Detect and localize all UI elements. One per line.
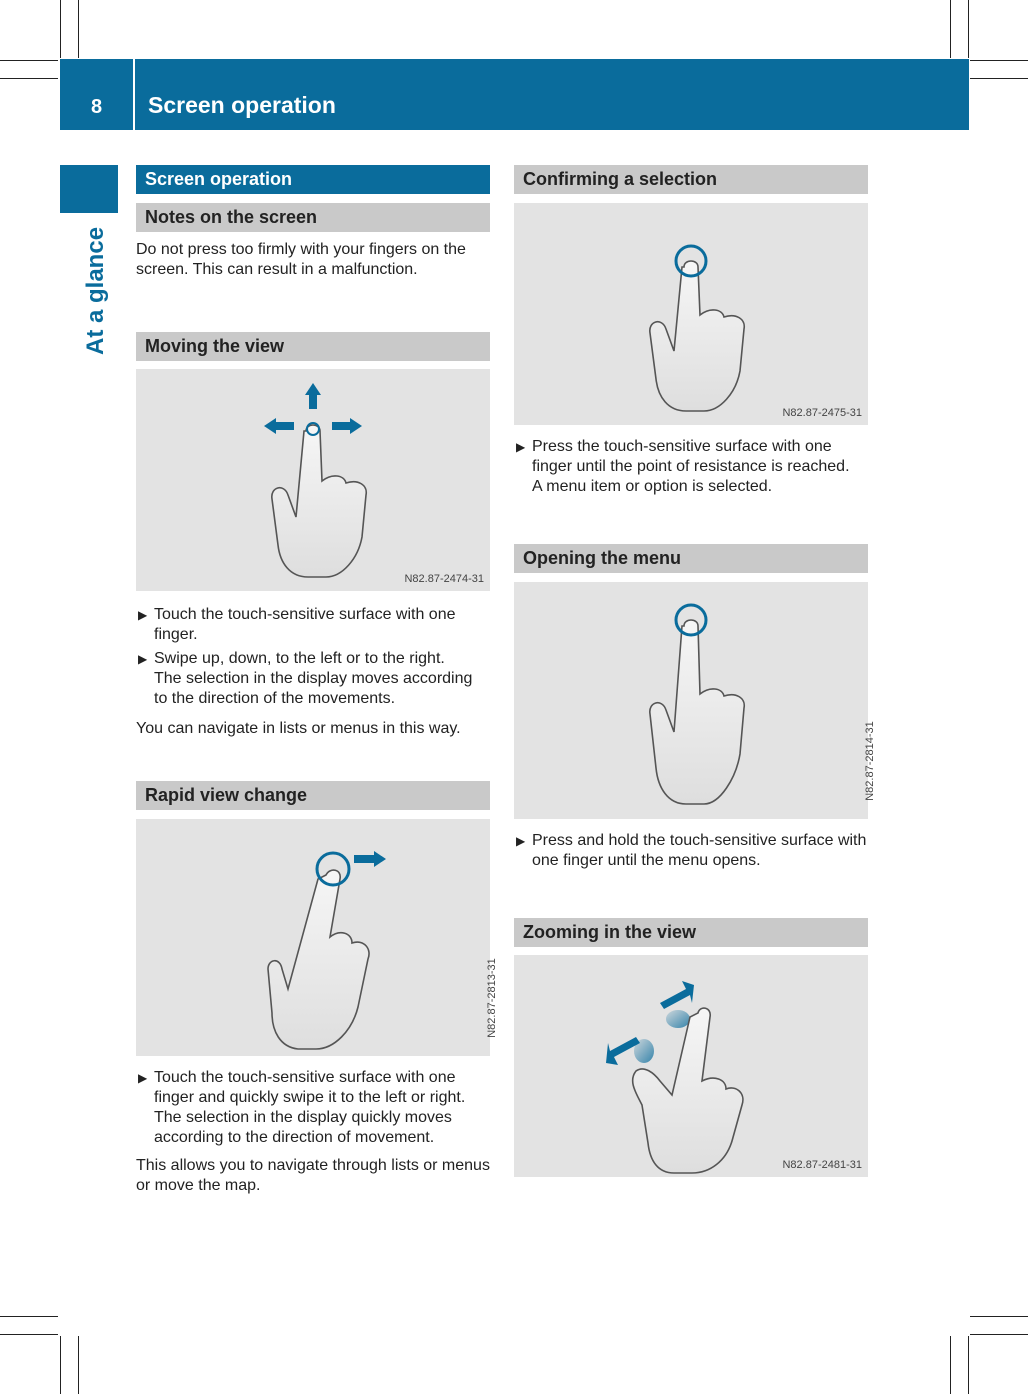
step-text: Swipe up, down, to the left or to the right. xyxy=(154,650,445,667)
step-result: The selection in the display moves according to the direction of the movements. xyxy=(154,670,473,707)
arrow-up-right-icon xyxy=(660,981,694,1009)
step-text: Press the touch-sensitive surface with one finger until the point of resistance is reached. xyxy=(532,438,850,475)
crop-mark xyxy=(0,1316,58,1317)
arrow-right-icon xyxy=(354,851,386,867)
list-item xyxy=(514,831,868,871)
crop-mark xyxy=(78,1336,79,1394)
crop-mark xyxy=(0,78,58,79)
crop-mark xyxy=(950,1336,951,1394)
crop-mark xyxy=(968,0,969,58)
hand-pointer-icon xyxy=(650,261,744,411)
zooming-heading: Zooming in the view xyxy=(514,918,868,947)
motion-blur-icon xyxy=(634,1039,654,1063)
figure-code: N82.87-2481-31 xyxy=(782,1159,862,1171)
crop-mark xyxy=(970,60,1028,61)
crop-mark xyxy=(968,1336,969,1394)
pinch-hand-icon xyxy=(633,1008,743,1173)
crop-mark xyxy=(60,1336,61,1394)
step-result: A menu item or option is selected. xyxy=(532,478,773,495)
moving-note: You can navigate in lists or menus in this way. xyxy=(136,720,461,737)
section-title: Screen operation xyxy=(136,165,490,194)
left-column xyxy=(136,165,499,1196)
list-item xyxy=(136,605,490,645)
hand-pointer-icon xyxy=(268,870,369,1049)
crop-mark xyxy=(78,0,79,58)
notes-heading: Notes on the screen xyxy=(136,203,490,232)
crop-mark xyxy=(0,60,58,61)
zooming-figure xyxy=(514,955,868,1177)
side-tab-marker xyxy=(60,165,118,213)
notes-text: Do not press too firmly with your fingers on the screen. This can result in a malfunction. xyxy=(136,241,466,278)
crop-mark xyxy=(970,78,1028,79)
opening-figure xyxy=(514,582,877,819)
figure-code: N82.87-2475-31 xyxy=(782,407,862,419)
page-title: Screen operation xyxy=(148,92,336,118)
step-text: Press and hold the touch-sensitive surface with one finger until the menu opens. xyxy=(532,832,867,869)
rapid-figure xyxy=(136,819,499,1056)
list-item xyxy=(136,1068,490,1148)
right-column xyxy=(514,165,877,1177)
moving-heading: Moving the view xyxy=(136,332,490,361)
list-item xyxy=(514,437,868,497)
crop-mark xyxy=(60,0,61,58)
opening-heading: Opening the menu xyxy=(514,544,868,573)
header-divider xyxy=(133,59,135,130)
step-arrow-icon: ▶ xyxy=(516,440,526,454)
step-text: Touch the touch-sensitive surface with one finger and quickly swipe it to the left or right. xyxy=(154,1069,466,1106)
confirming-figure xyxy=(514,203,868,425)
figure-code: N82.87-2474-31 xyxy=(404,573,484,585)
step-arrow-icon: ▶ xyxy=(516,834,526,848)
crop-mark xyxy=(970,1334,1028,1335)
step-arrow-icon: ▶ xyxy=(138,608,148,622)
crop-mark xyxy=(0,1334,58,1335)
moving-figure xyxy=(136,369,490,591)
list-item xyxy=(136,649,490,709)
step-result: The selection in the display quickly moves according to the direction of movement. xyxy=(154,1109,452,1146)
step-arrow-icon: ▶ xyxy=(138,1071,148,1085)
page-number: 8 xyxy=(90,96,103,118)
hand-pointer-icon xyxy=(272,425,366,577)
crop-mark xyxy=(950,0,951,58)
side-tab-label: At a glance xyxy=(82,226,109,355)
rapid-note: This allows you to navigate through lists or menus or move the map. xyxy=(136,1157,490,1194)
crop-mark xyxy=(970,1316,1028,1317)
rapid-heading: Rapid view change xyxy=(136,781,490,810)
figure-code: N82.87-2814-31 xyxy=(864,721,877,801)
confirming-heading: Confirming a selection xyxy=(514,165,868,194)
hand-pointer-icon xyxy=(650,620,744,804)
motion-blur-icon xyxy=(666,1010,690,1028)
step-text: Touch the touch-sensitive surface with one finger. xyxy=(154,606,456,643)
figure-code: N82.87-2813-31 xyxy=(486,958,499,1038)
step-arrow-icon: ▶ xyxy=(138,652,148,666)
